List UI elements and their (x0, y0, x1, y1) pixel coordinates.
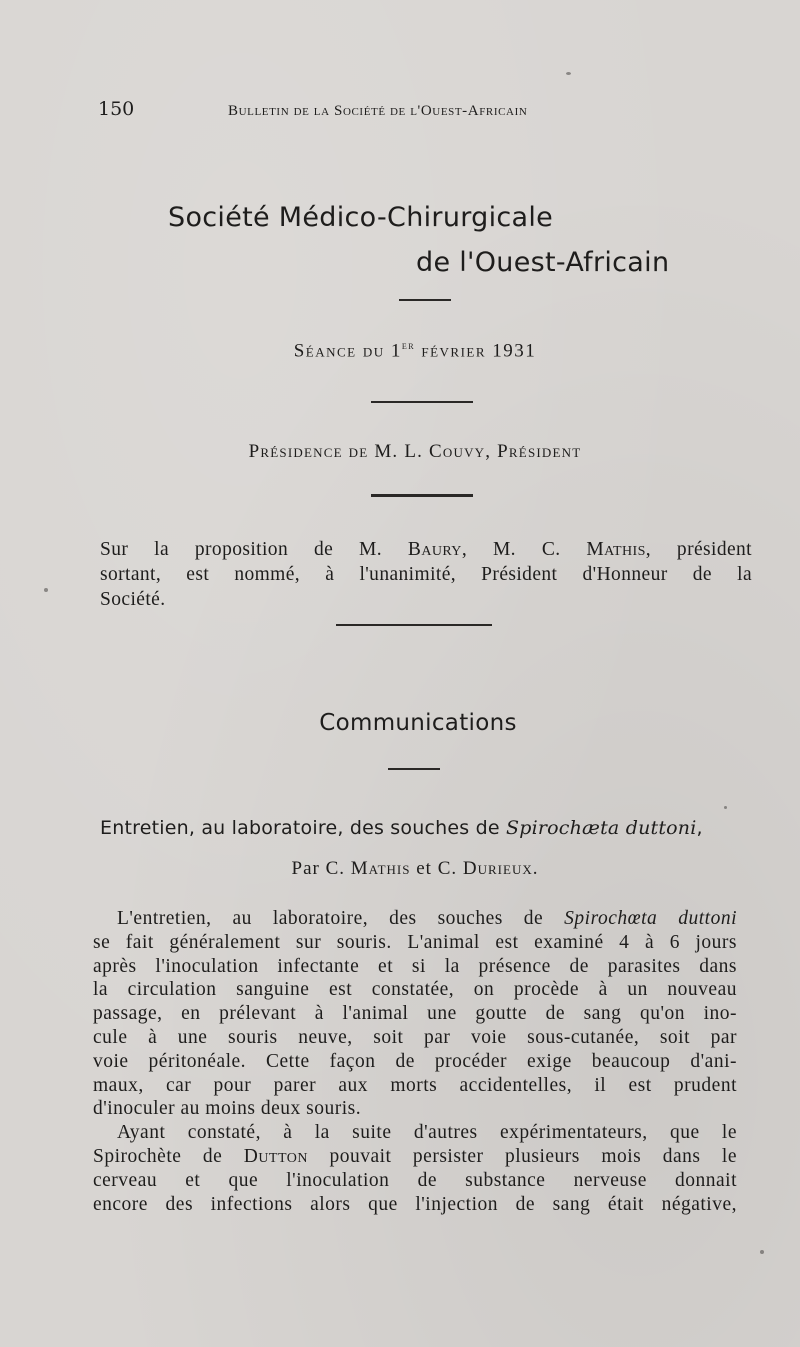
article-authors: Par C. Mathis et C. Durieux. (291, 858, 539, 879)
proposition-line-1: Sur la proposition de M. Baury, M. C. Mathis, président (100, 539, 752, 560)
society-title-line2: de l'Ouest-Africain (416, 247, 670, 278)
scan-speck (760, 1250, 764, 1254)
body-line: après l'inoculation infectante et si la présence de parasites dans (93, 955, 737, 977)
body-line: passage, en prélevant à l'animal une goutte de sang qu'on ino- (93, 1003, 737, 1025)
proposition-line-3: Société. (100, 589, 166, 610)
session-superscript: er (401, 340, 416, 352)
body-line: Ayant constaté, à la suite d'autres expérimentateurs, que le (117, 1122, 737, 1144)
session-date (0, 340, 800, 362)
body-line: voie péritonéale. Cette façon de procéder exige beaucoup d'ani- (93, 1050, 737, 1072)
presidency-line: Présidence de M. L. Couvy, Président (248, 441, 582, 462)
article-body (93, 907, 737, 1216)
author-1: Mathis (350, 858, 411, 879)
divider-rule-1 (399, 299, 451, 301)
session-prefix: Séance du 1 (293, 340, 402, 362)
scan-speck (44, 588, 48, 592)
body-line: L'entretien, au laboratoire, des souches de Spirochœta duttoni (117, 908, 737, 929)
divider-rule-4 (336, 624, 492, 626)
body-line: d'inoculer au moins deux souris. (93, 1098, 362, 1120)
section-heading: Communications (319, 710, 517, 736)
society-title-line1: Société Médico-Chirurgicale (168, 202, 554, 233)
body-line: Spirochète de Dutton pouvait persister plusieurs mois dans le (93, 1145, 738, 1167)
body-line: encore des infections alors que l'injection de sang était négative, (93, 1193, 737, 1215)
species-name: Spirochæta duttoni (505, 817, 697, 839)
body-line: maux, car pour parer aux morts accidentelles, il est prudent (93, 1074, 737, 1096)
body-line: cerveau et que l'inoculation de substance nerveuse donnait (93, 1169, 737, 1191)
article-title: Entretien, au laboratoire, des souches de Spirochæta duttoni, (100, 817, 703, 839)
page-number: 150 (98, 98, 135, 120)
proposition-paragraph (100, 537, 752, 612)
divider-rule-2 (371, 401, 473, 403)
body-line: cule à une souris neuve, soit par voie sous-cutanée, soit par (93, 1026, 737, 1048)
author-2: Durieux (462, 858, 533, 879)
divider-rule-3 (371, 494, 473, 497)
scan-speck (724, 806, 727, 809)
session-suffix: février 1931 (415, 340, 537, 362)
divider-rule-5 (388, 768, 440, 770)
body-line: se fait généralement sur souris. L'animal est examiné 4 à 6 jours (93, 931, 737, 953)
running-head: Bulletin de la Société de l'Ouest-Africain (228, 103, 528, 119)
proposition-line-2: sortant, est nommé, à l'unanimité, Président d'Honneur de la (100, 564, 752, 585)
body-line: la circulation sanguine est constatée, on procède à un nouveau (93, 979, 737, 1001)
scan-speck (566, 72, 571, 75)
